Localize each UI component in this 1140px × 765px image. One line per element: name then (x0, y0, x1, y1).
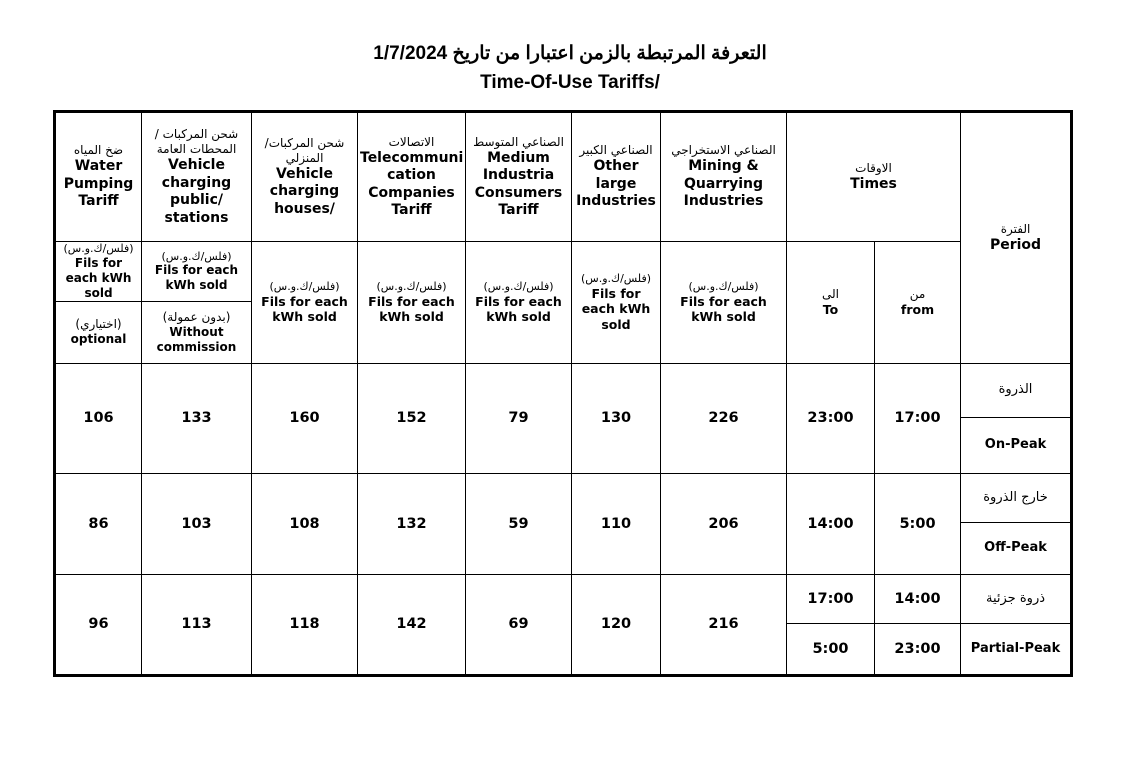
header-mining: الصناعي الاستخراجي Mining & Quarrying Industries (661, 112, 787, 242)
table-cell: 226 (661, 363, 787, 473)
table-cell: 206 (661, 473, 787, 574)
tariff-table (53, 110, 1073, 677)
table-cell: 113 (142, 574, 252, 675)
time-from-cell: 14:00 (875, 574, 961, 623)
time-from-cell: 17:00 (875, 363, 961, 473)
table-cell: 108 (252, 473, 358, 574)
time-to-cell: 5:00 (787, 623, 875, 675)
table-cell: 118 (252, 574, 358, 675)
header-water-pumping: ضخ المياه Water Pumping Tariff (55, 112, 142, 242)
unit-water-pumping: (فلس/ك.و.س) Fils for each kWh sold (55, 242, 142, 302)
table-cell: 132 (358, 473, 466, 574)
note-water-pumping: (اختياري) optional (55, 301, 142, 363)
period-label-ar: خارج الذروة (961, 473, 1072, 522)
table-cell: 106 (55, 363, 142, 473)
time-from-cell: 5:00 (875, 473, 961, 574)
table-cell: 69 (466, 574, 572, 675)
time-from-cell: 23:00 (875, 623, 961, 675)
title-english: Time-Of-Use Tariffs/ (480, 72, 660, 93)
header-medium-industrial: الصناعي المتوسط Medium Industria Consumers Tariff (466, 112, 572, 242)
table-cell: 86 (55, 473, 142, 574)
table-cell: 59 (466, 473, 572, 574)
unit-vehicle-public: (فلس/ك.و.س) Fils for each kWh sold (142, 242, 252, 302)
table-cell: 103 (142, 473, 252, 574)
header-period: الفترة Period (961, 112, 1072, 364)
table-cell: 142 (358, 574, 466, 675)
time-to-cell: 23:00 (787, 363, 875, 473)
period-label-en: Partial-Peak (961, 623, 1072, 675)
unit-large-industrial: (فلس/ك.و.س) Fils for each kWh sold (572, 242, 661, 364)
table-cell: 79 (466, 363, 572, 473)
header-large-industrial: الصناعي الكبير Other large Industries (572, 112, 661, 242)
unit-telecom: (فلس/ك.و.س) Fils for each kWh sold (358, 242, 466, 364)
unit-vehicle-houses: (فلس/ك.و.س) Fils for each kWh sold (252, 242, 358, 364)
header-vehicle-houses: شحن المركبات/ المنزلي Vehicle charging houses/ (252, 112, 358, 242)
table-cell: 110 (572, 473, 661, 574)
table-cell: 96 (55, 574, 142, 675)
table-cell: 133 (142, 363, 252, 473)
header-vehicle-public: شحن المركبات / المحطات العامة Vehicle charging public/ stations (142, 112, 252, 242)
table-cell: 120 (572, 574, 661, 675)
note-vehicle-public: (بدون عمولة) Without commission (142, 301, 252, 363)
header-to: الى To (787, 242, 875, 364)
period-label-ar: الذروة (961, 363, 1072, 417)
title-arabic: التعرفة المرتبطة بالزمن اعتبارا من تاريخ 1/7/2024 (373, 43, 767, 64)
table-cell: 216 (661, 574, 787, 675)
header-times: الاوقات Times (787, 112, 961, 242)
period-label-en: Off-Peak (961, 522, 1072, 574)
period-label-ar: ذروة جزئية (961, 574, 1072, 623)
table-cell: 160 (252, 363, 358, 473)
period-label-en: On-Peak (961, 417, 1072, 473)
unit-mining: (فلس/ك.و.س) Fils for each kWh sold (661, 242, 787, 364)
time-to-cell: 14:00 (787, 473, 875, 574)
header-telecom: الاتصالات Telecommuni cation Companies Tariff (358, 112, 466, 242)
table-cell: 130 (572, 363, 661, 473)
header-from: من from (875, 242, 961, 364)
unit-medium-industrial: (فلس/ك.و.س) Fils for each kWh sold (466, 242, 572, 364)
time-to-cell: 17:00 (787, 574, 875, 623)
table-cell: 152 (358, 363, 466, 473)
